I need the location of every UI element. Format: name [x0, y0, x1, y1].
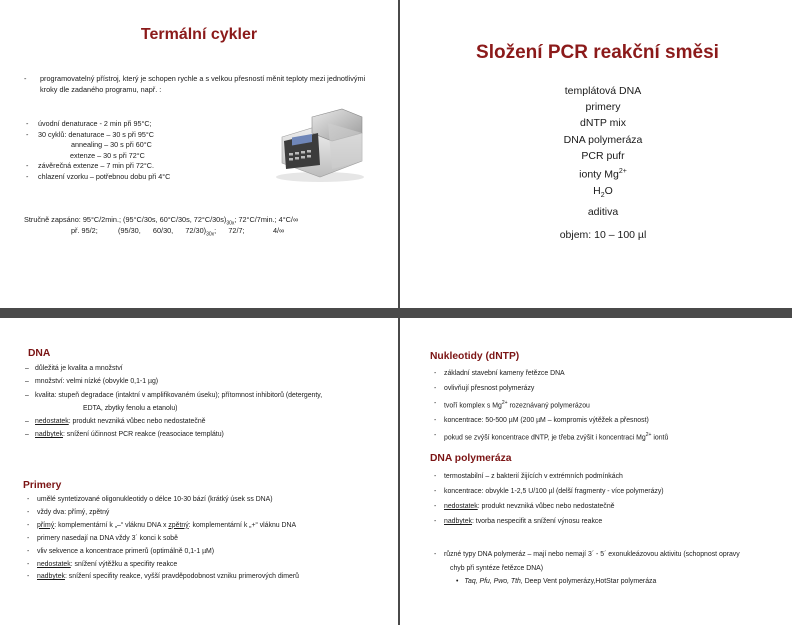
section-heading-dntp: Nukleotidy (dNTP) [430, 351, 520, 362]
list-item: DNA polymeráza [563, 133, 643, 146]
list-item: - ovlivňují přesnost polymerázy [434, 385, 535, 392]
summary-example: př. 95/2; (95/30, 60/30, $72/30)_{30x}$; 72/7; 4/∞ [71, 226, 285, 238]
section-heading-polymerase: DNA polymeráza [430, 453, 512, 464]
list-item: - nadbytek: snížení specifity reakce, vyšší pravděpodobnost vzniku primerových dimerů [27, 573, 299, 581]
list-item-continued: EDTA, zbytky fenolu a etanolu) [83, 404, 178, 412]
step-row: - závěrečná extenze – 7 min při 72°C. [26, 161, 154, 170]
thermal-cycler-photo [272, 103, 368, 183]
list-item: primery [585, 101, 621, 114]
list-item: dNTP mix [580, 117, 626, 130]
primer-list [27, 494, 299, 584]
dna-list [25, 362, 322, 442]
step-row: - 30 cyklů: denaturace – 30 s při 95°C [26, 129, 154, 139]
polymerase-types [434, 548, 740, 589]
program-steps [26, 119, 266, 182]
bullet: - [24, 74, 27, 83]
component-list [403, 83, 792, 220]
list-item: – nadbytek: snížení účinnost PCR reakce (reasociace templátu) [25, 431, 224, 439]
slide-dna-primers [0, 318, 398, 625]
polymerase-list [434, 469, 664, 529]
list-item: - koncentrace: 50-500 µM (200 µM – kompromis výtěžek a přesnost) [434, 417, 649, 425]
list-item: - vliv sekvence a koncentrace primerů (optimálně 0,1-1 µM) [27, 547, 215, 555]
list-item: aditiva [587, 206, 619, 219]
list-item: - různé typy DNA polymeráz – mají nebo nemají 3´ - 5´ exonukleázovou aktivitu (schopnost opravy [434, 551, 740, 558]
list-item: – nedostatek: produkt nevzniká vůbec nebo nedostatečně [25, 418, 206, 426]
list-item: - koncentrace: obvykle 1-2,5 U/100 µl (delší fragmenty - více polymerázy) [434, 488, 664, 495]
list-item: $H_2O$ [593, 184, 613, 199]
list-item: - vždy dva: přímý, zpětný [27, 508, 110, 516]
list-item: - základní stavební kameny řetězce DNA [434, 370, 565, 377]
step-row: - chlazení vzorku – potřebnou dobu při 4°C [26, 171, 171, 181]
list-item: – důležitá je kvalita a množství [25, 365, 123, 372]
list-item: - nadbytek: tvorba nespecifit a snížení výnosu reakce [434, 518, 603, 525]
summary-line: Stručně zapsáno: 95°C/2min.; (95°C/30s, 60°C/30s, $72^\circ C/30s)_{30x}$; 72°C/7min.; 4°C/∞ [24, 215, 299, 227]
list-item: - umělé syntetizované oligonukleotidy o délce 10-30 bází (krátký úsek ss DNA) [27, 496, 273, 503]
intro-paragraph [24, 73, 369, 95]
section-heading-dna: DNA [28, 348, 51, 359]
list-item: - tvoří komplex s $Mg^{2+}$ rozeznávaný polymerázou [434, 400, 590, 410]
dntp-list [434, 366, 668, 446]
list-item-continued: chyb při syntéze řetězce DNA) [450, 564, 544, 572]
list-item: ionty $Mg^{2+}$ [579, 168, 627, 181]
volume-text: objem: 10 – 100 µl [559, 229, 647, 241]
list-item: - primery nasedají na DNA vždy 3´ konci k sobě [27, 534, 178, 542]
step-row: extenze – 30 s při 72°C [70, 150, 145, 160]
section-heading-primers: Primery [23, 480, 62, 491]
step-row: annealing – 30 s při 60°C [71, 140, 152, 149]
sub-list-item: • Taq, Pfu, Pwo, Tth, Deep Vent polymerázy,HotStar polymeráza [456, 578, 657, 585]
list-item: - nedostatek: produkt nevzniká vůbec nebo nedostatečně [434, 503, 615, 510]
slide-title: Složení PCR reakční směsi [476, 42, 719, 63]
slide-thermal-cycler [0, 0, 398, 308]
step-row: - úvodní denaturace - 2 min při 95°C; [26, 119, 152, 128]
slide-title: Termální cykler [140, 26, 258, 43]
slide-dntp-polymerase [403, 318, 792, 625]
list-item: – množství: velmi nízké (obvykle 0,1-1 µg) [25, 378, 159, 386]
list-item: PCR pufr [581, 149, 625, 162]
slide-pcr-mix [403, 0, 792, 308]
list-item: – kvalita: stupeň degradace (intaktní v amplifikovaném úseku); přítomnost inhibitorů (detergenty, [25, 391, 323, 399]
horizontal-divider [0, 308, 792, 318]
intro-text: programovatelný přístroj, který je schopen rychle a s velkou přesností měnit teploty mezi jednotlivými kroky dle zadaného programu, např. : [40, 74, 366, 94]
list-item: - termostabilní – z bakterií žijících v extrémních podmínkách [434, 473, 623, 480]
list-item: - pokud se zvýší koncentrace dNTP, je třeba zvýšit i koncentraci $Mg^{2+}$ iontů [434, 432, 669, 442]
list-item: templátová DNA [564, 85, 642, 97]
list-item: - přímý: komplementární k „–“ vláknu DNA x zpětný: komplementární k „+“ vláknu DNA [27, 521, 297, 529]
list-item: - nedostatek: snížení výtěžku a specifity reakce [27, 560, 178, 568]
